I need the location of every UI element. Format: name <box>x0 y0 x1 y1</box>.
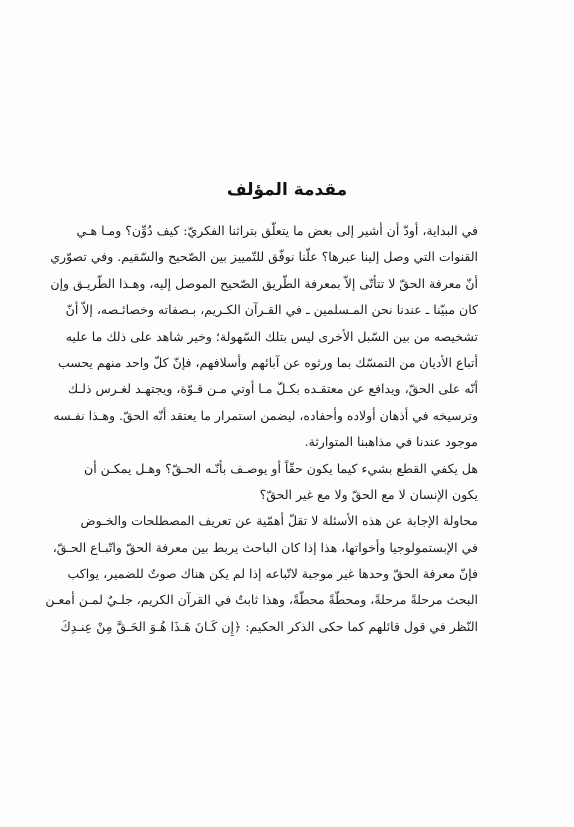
text-line: البحث مرحلةً مرحلةً، ومحطّةً محطّةً، وهذا ثابتٌ في القرآن الكريم، جلـيٌ لمـن أمعـن <box>45 592 478 608</box>
text-line: محاولة الإجابة عن هذه الأسئلة لا تقلّ أهمّية عن تعريف المصطلحات والخـوض <box>80 513 478 529</box>
text-line: تشخيصه من بين السّبل الأخرى ليس بتلك السّهولة؛ وخير شاهد على ذلك ما عليه <box>65 328 478 344</box>
text-line: في البداية، أودّ أن أشير إلى بعض ما يتعلّق بتراثنا الفكريّ: كيف دُوِّن؟ ومـا هـي <box>76 223 478 238</box>
text-line: أنّ معرفة الحقّ لا تتأتّى إلاّ بمعرفة الطّريق الصّحيح الموصل إليه، وهـذا الطّريـق وإن <box>50 275 478 291</box>
text-line: النّظر في قول قائلهم كما حكى الذكر الحكيم: ﴿إِن كَـانَ هَـذَا هُـوَ الحَـقَّ مِنْ عِنـدِكَ <box>60 618 478 634</box>
text-line: أتباع الأديان من التمسّك بما ورثوه عن آبائهم وأسلافهم، فإنّ كلّ واحد منهم يحسب <box>57 354 478 370</box>
body-text <box>45 218 478 640</box>
text-line: أنّه على الحقّ، ويدافع عن معتقـده بكـلّ مـا أوتي مـن قـوّة، ويجتهـد لغـرس ذلـك <box>67 381 478 397</box>
text-line: كان مبيّنا ـ عندنا نحن المـسلمين ـ في القـرآن الكـريم، بـصفاته وخصائـصه، إلاّ أنّ <box>65 302 478 318</box>
text-line: القنوات التي وصل إلينا عبرها؟ علّنا نوفّق للتّمييز بين الصّحيح والسّقيم. وفي تصوّري <box>50 249 478 265</box>
text-line: يكون الإنسان لا مع الحقّ ولا مع غير الحقّ؟ <box>259 486 478 502</box>
text-line: هل يكفي القطع بشيء كيما يكون حقّاً أو يوصـف بأنّـه الحـقّ؟ وهـل يمكـن أن <box>84 460 478 476</box>
chapter-title: مقدمة المؤلف <box>226 180 348 200</box>
text-line: فإنّ معرفة الحقّ وحدها غير موجبة لاتّباعه إذا لم يكن هناك صوتٌ للضمير، يواكب <box>67 566 478 582</box>
text-line: وترسيخه في أذهان أولاده وأحفاده، ليضمن استمرار ما يعتقد أنّه الحقّ. وهـذا نفـسه <box>53 407 478 423</box>
text-line: في الإبستمولوجيا وأخواتها، هذا إذا كان الباحث يربط بين معرفة الحقّ واتّبـاع الحـقّ، <box>52 539 478 555</box>
text-line: موجود عندنا في مذاهبنا المتوارثة. <box>304 434 478 450</box>
